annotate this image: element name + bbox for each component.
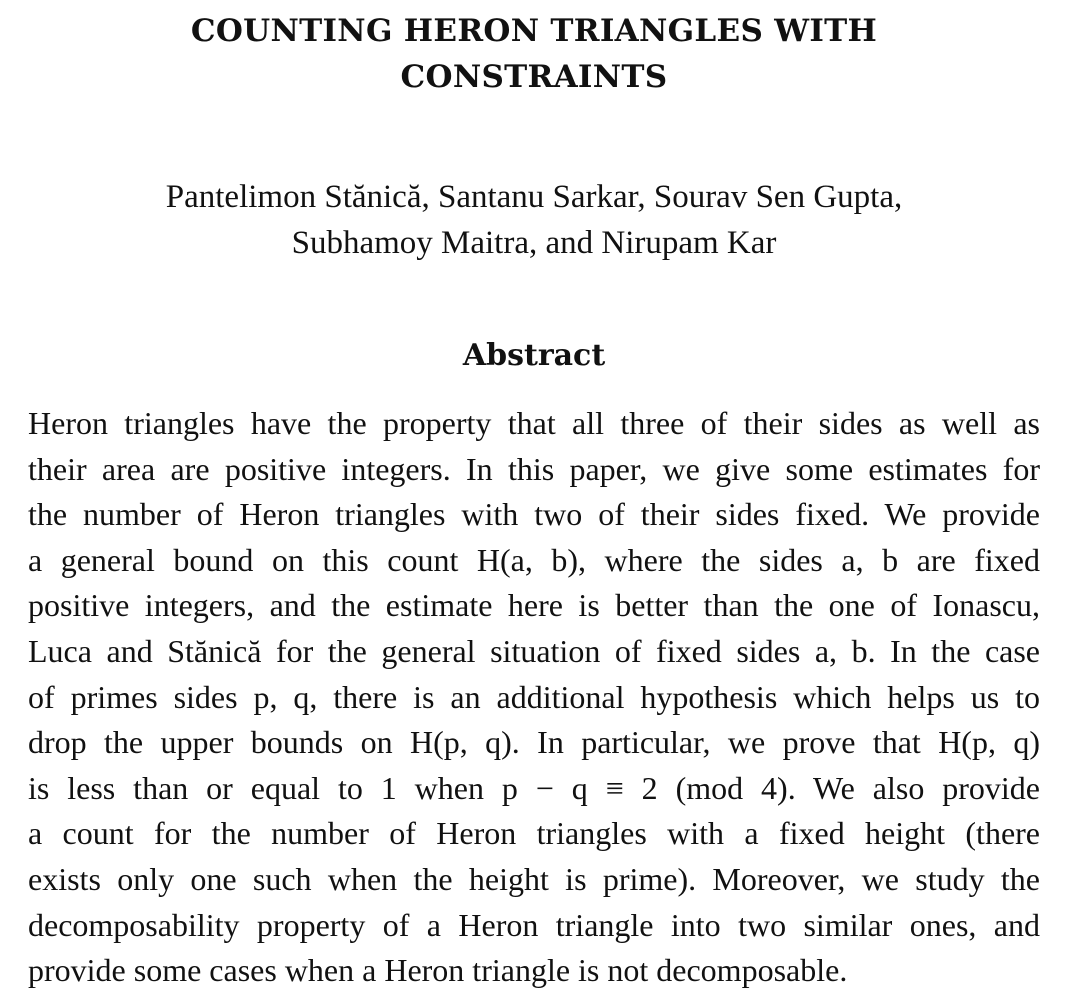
abstract-line: of primes sides p, q, there is an additional hypothesis which helps us to — [28, 678, 1040, 715]
paper-title-line-1: COUNTING HERON TRIANGLES WITH — [190, 13, 878, 49]
author-list — [0, 174, 1068, 266]
author-line-1: Pantelimon Stănică, Santanu Sarkar, Sourav Sen Gupta, — [165, 179, 903, 215]
abstract-line: Luca and Stănică for the general situation of fixed sides a, b. In the case — [28, 632, 1040, 669]
abstract-line: the number of Heron triangles with two of their sides fixed. We provide — [28, 496, 1040, 533]
author-line-2: Subhamoy Maitra, and Nirupam Kar — [291, 225, 777, 261]
abstract-heading: Abstract — [462, 338, 606, 373]
abstract-line: a count for the number of Heron triangles with a fixed height (there — [28, 815, 1040, 852]
abstract-line: drop the upper bounds on H(p, q). In particular, we prove that H(p, q) — [28, 724, 1040, 761]
paper-title — [0, 8, 1068, 100]
abstract-line: positive integers, and the estimate here is better than the one of Ionascu, — [28, 587, 1040, 624]
abstract-body — [28, 401, 1040, 994]
abstract-line: provide some cases when a Heron triangle is not decomposable. — [28, 952, 848, 989]
abstract-line: exists only one such when the height is prime). Moreover, we study the — [28, 860, 1040, 897]
abstract-line: is less than or equal to 1 when p − q ≡ 2 (mod 4). We also provide — [28, 769, 1040, 806]
paper-title-line-2: CONSTRAINTS — [400, 59, 668, 95]
abstract-line: a general bound on this count H(a, b), where the sides a, b are fixed — [28, 541, 1040, 578]
abstract-line: Heron triangles have the property that all three of their sides as well as — [28, 405, 1040, 441]
abstract-line: their area are positive integers. In this paper, we give some estimates for — [28, 450, 1040, 487]
abstract-line: decomposability property of a Heron triangle into two similar ones, and — [28, 906, 1040, 943]
